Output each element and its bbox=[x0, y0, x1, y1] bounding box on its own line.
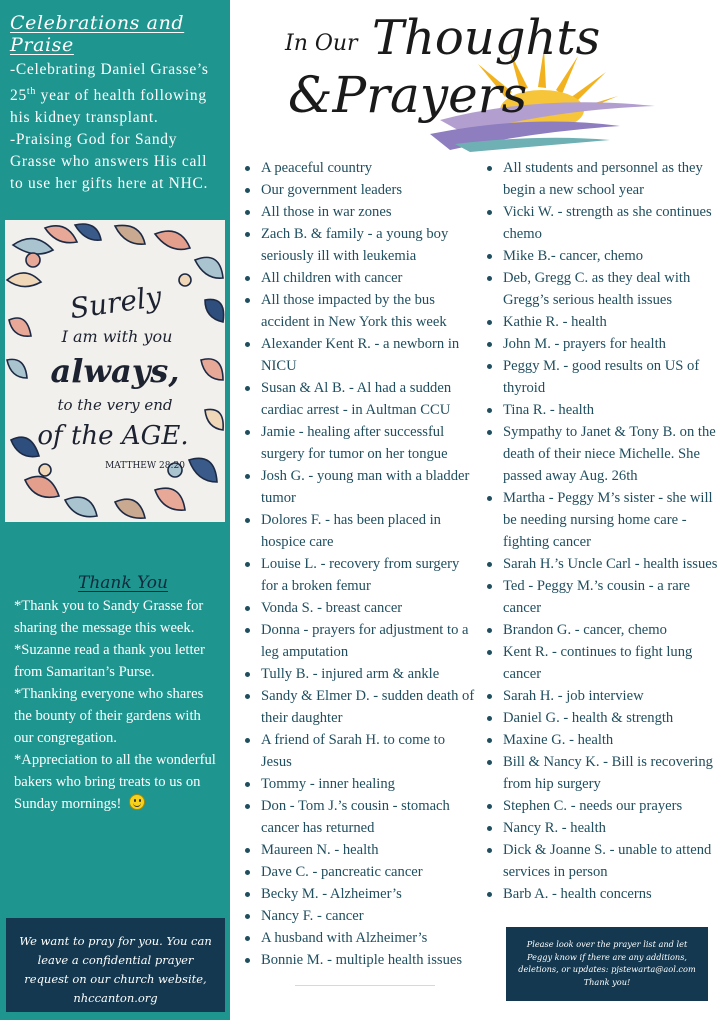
thank-you-item-3: *Thanking everyone who shares the bounty of their gardens with our congregation. bbox=[14, 686, 204, 746]
prayer-request-box bbox=[6, 918, 225, 1012]
prayer-list-item: All those impacted by the bus accident in New York this week bbox=[240, 289, 476, 333]
prayer-list-item: Dolores F. - has been placed in hospice care bbox=[240, 509, 476, 553]
thoughts-prayers-heading bbox=[280, 2, 670, 152]
quote-line-4: to the very end bbox=[57, 396, 173, 414]
prayer-list-item: Peggy M. - good results on US of thyroid bbox=[482, 355, 718, 399]
prayer-list-item: A peaceful country bbox=[240, 157, 476, 179]
heading-line-1b: Thoughts bbox=[372, 10, 601, 66]
smiley-face-icon bbox=[129, 794, 145, 810]
prayer-list-item: Louise L. - recovery from surgery for a broken femur bbox=[240, 553, 476, 597]
quote-reference: MATTHEW 28:20 bbox=[105, 461, 185, 471]
prayer-list-item: Stephen C. - needs our prayers bbox=[482, 795, 718, 817]
prayer-list-item: Dave C. - pancreatic cancer bbox=[240, 861, 476, 883]
quote-line-1: Surely bbox=[67, 279, 164, 326]
scripture-quote-card bbox=[5, 220, 225, 522]
celebrations-title: Celebrations and Praise bbox=[10, 12, 185, 56]
prayer-list-item: Sarah H. - job interview bbox=[482, 685, 718, 707]
prayer-list-item: Don - Tom J.’s cousin - stomach cancer has returned bbox=[240, 795, 476, 839]
sidebar bbox=[0, 0, 230, 1020]
prayer-list-item: Nancy R. - health bbox=[482, 817, 718, 839]
thank-you-item-1: *Thank you to Sandy Grasse for sharing the message this week. bbox=[14, 598, 204, 636]
divider bbox=[295, 985, 435, 986]
prayer-list-item: Barb A. - health concerns bbox=[482, 883, 718, 905]
thank-you-item-2: *Suzanne read a thank you letter from Samaritan’s Purse. bbox=[14, 642, 205, 680]
celebrations-item-2: -Praising God for Sandy Grasse who answers His call to use her gifts here at NHC. bbox=[10, 131, 209, 193]
prayer-list-item: Nancy F. - cancer bbox=[240, 905, 476, 927]
prayer-list-item: Deb, Gregg C. as they deal with Gregg’s serious health issues bbox=[482, 267, 718, 311]
quote-line-2: I am with you bbox=[61, 327, 173, 346]
prayer-list-item: Bonnie M. - multiple health issues bbox=[240, 949, 476, 971]
prayer-list-item: A friend of Sarah H. to come to Jesus bbox=[240, 729, 476, 773]
prayer-list-item: Ted - Peggy M.’s cousin - a rare cancer bbox=[482, 575, 718, 619]
prayer-list-left bbox=[240, 157, 476, 971]
prayer-list-update-box bbox=[506, 927, 708, 1001]
prayer-list-item: Zach B. & family - a young boy seriously ill with leukemia bbox=[240, 223, 476, 267]
prayer-list-item: Alexander Kent R. - a newborn in NICU bbox=[240, 333, 476, 377]
prayer-request-text: We want to pray for you. You can leave a confidential prayer request on our church website, nhccanton.org bbox=[19, 934, 212, 1005]
prayer-list-item: Josh G. - young man with a bladder tumor bbox=[240, 465, 476, 509]
prayer-list-item: Daniel G. - health & strength bbox=[482, 707, 718, 729]
prayer-list-update-text: Please look over the prayer list and let Peggy know if there are any additions, deletions, or updates: pjstewarta@aol.com Thank you! bbox=[518, 939, 696, 987]
prayer-list-item: Dick & Joanne S. - unable to attend services in person bbox=[482, 839, 718, 883]
quote-line-3: always, bbox=[50, 352, 180, 390]
prayer-list-item: John M. - prayers for health bbox=[482, 333, 718, 355]
quote-line-5: of the AGE. bbox=[37, 421, 189, 451]
prayer-list-item: Sarah H.’s Uncle Carl - health issues bbox=[482, 553, 718, 575]
celebrations-section bbox=[10, 12, 225, 195]
prayer-list-item: Kathie R. - health bbox=[482, 311, 718, 333]
prayer-list-item: Tina R. - health bbox=[482, 399, 718, 421]
thank-you-title: Thank You bbox=[77, 573, 168, 593]
celebrations-item-1: -Celebrating Daniel Grasse’s 25th year of health following his kidney transplant. bbox=[10, 61, 209, 127]
prayer-list-item: Maxine G. - health bbox=[482, 729, 718, 751]
prayer-list-item: Vicki W. - strength as she continues chemo bbox=[482, 201, 718, 245]
prayer-list-item: A husband with Alzheimer’s bbox=[240, 927, 476, 949]
prayer-list-item: Sandy & Elmer D. - sudden death of their daughter bbox=[240, 685, 476, 729]
prayer-list-item: All students and personnel as they begin a new school year bbox=[482, 157, 718, 201]
prayer-list-item: Vonda S. - breast cancer bbox=[240, 597, 476, 619]
prayer-list-item: Susan & Al B. - Al had a sudden cardiac arrest - in Aultman CCU bbox=[240, 377, 476, 421]
prayer-list-item: Sympathy to Janet & Tony B. on the death of their niece Michelle. She passed away Aug. 26th bbox=[482, 421, 718, 487]
prayer-list-item: Bill & Nancy K. - Bill is recovering from hip surgery bbox=[482, 751, 718, 795]
prayer-list-item: Donna - prayers for adjustment to a leg amputation bbox=[240, 619, 476, 663]
prayer-list-item: All those in war zones bbox=[240, 201, 476, 223]
floral-frame-icon bbox=[5, 220, 225, 522]
prayer-list-item: Jamie - healing after successful surgery for tumor on her tongue bbox=[240, 421, 476, 465]
heading-line-2: &Prayers bbox=[288, 66, 528, 124]
heading-line-1a: In Our bbox=[285, 31, 358, 56]
prayer-list-item: Maureen N. - health bbox=[240, 839, 476, 861]
prayer-list-item: Our government leaders bbox=[240, 179, 476, 201]
prayer-list-item: Tully B. - injured arm & ankle bbox=[240, 663, 476, 685]
prayer-list-item: Martha - Peggy M’s sister - she will be needing nursing home care - fighting cancer bbox=[482, 487, 718, 553]
prayer-list-item: All children with cancer bbox=[240, 267, 476, 289]
prayer-list-right bbox=[482, 157, 718, 905]
prayer-list-item: Mike B.- cancer, chemo bbox=[482, 245, 718, 267]
prayer-list-item: Becky M. - Alzheimer’s bbox=[240, 883, 476, 905]
prayer-list-item: Brandon G. - cancer, chemo bbox=[482, 619, 718, 641]
thank-you-section bbox=[14, 573, 220, 815]
prayer-list-item: Tommy - inner healing bbox=[240, 773, 476, 795]
prayer-list-item: Kent R. - continues to fight lung cancer bbox=[482, 641, 718, 685]
thank-you-item-4: *Appreciation to all the wonderful bakers who bring treats to us on Sunday mornings! bbox=[14, 752, 216, 812]
